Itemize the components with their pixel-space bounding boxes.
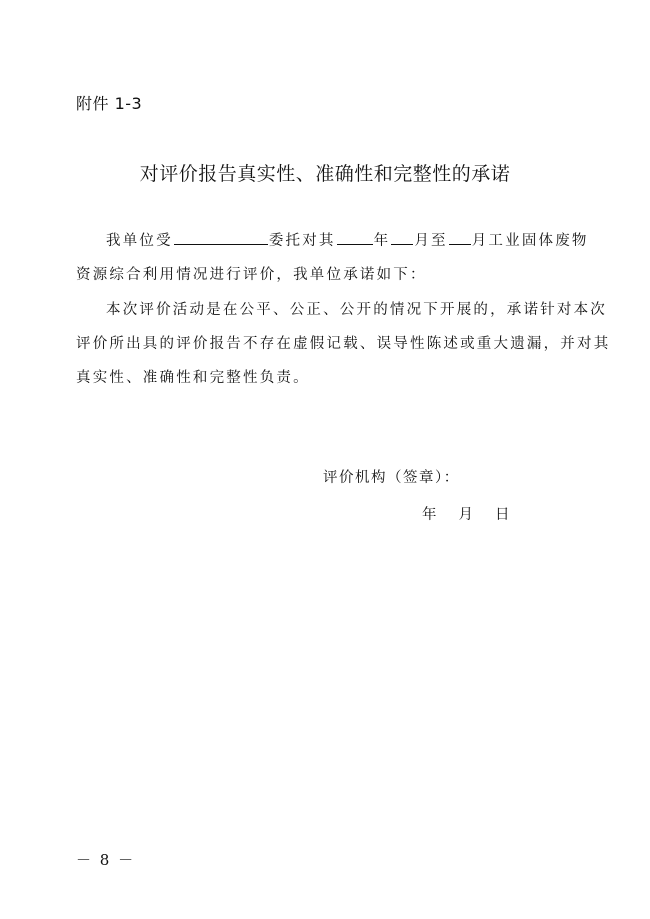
date-year: 年 — [422, 507, 437, 523]
page-number: － 8 － — [76, 851, 136, 869]
paragraph-1-part-3: 年 — [373, 233, 391, 249]
end-month-blank — [449, 228, 471, 245]
start-month-blank — [391, 228, 413, 245]
paragraph-2-line-2: 评价所出具的评价报告不存在虚假记载、误导性陈述或重大遗漏，并对其 — [76, 336, 611, 352]
paragraph-1-part-1: 我单位受 — [106, 233, 173, 249]
date-month: 月 — [458, 507, 473, 523]
paragraph-1-part-5: 月工业固体废物 — [471, 233, 589, 249]
signature-label: 评价机构（签章）： — [323, 470, 460, 486]
paragraph-2-line-1: 本次评价活动是在公平、公正、公开的情况下开展的，承诺针对本次 — [106, 302, 607, 318]
date-day: 日 — [495, 507, 510, 523]
paragraph-2-line-3: 真实性、准确性和完整性负责。 — [76, 370, 310, 386]
paragraph-1-line-1 — [76, 224, 606, 258]
year-blank — [337, 228, 373, 245]
paragraph-1-part-2: 委托对其 — [268, 233, 336, 249]
attachment-label: 附件 1-3 — [76, 94, 143, 113]
document-title: 对评价报告真实性、准确性和完整性的承诺 — [139, 163, 511, 185]
paragraph-1-line-2: 资源综合利用情况进行评价，我单位承诺如下： — [76, 267, 427, 283]
entrusting-party-blank — [174, 228, 268, 245]
paragraph-1-part-4: 月至 — [414, 233, 448, 249]
signature-date — [422, 503, 510, 524]
